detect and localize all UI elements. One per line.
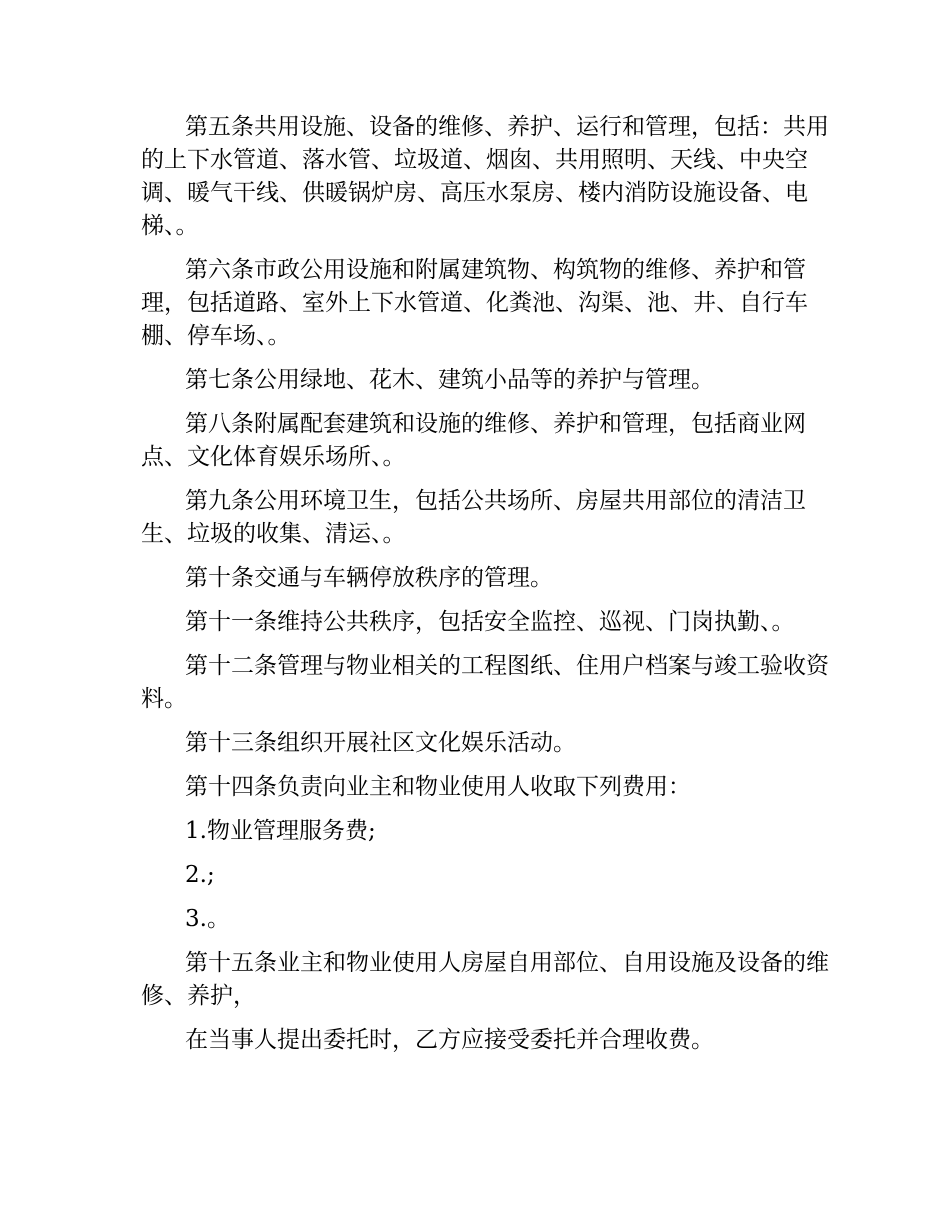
commission-paragraph: 在当事人提出委托时，乙方应接受委托并合理收费。	[185, 1027, 714, 1053]
fee-item-2: 2.;	[185, 862, 215, 888]
article-15-paragraph: 第十五条业主和物业使用人房屋自用部位、自用设施及设备的维修、养护，	[141, 950, 829, 1009]
article-13-paragraph: 第十三条组织开展社区文化娱乐活动。	[185, 730, 576, 756]
article-8-paragraph: 第八条附属配套建筑和设施的维修、养护和管理，包括商业网点、文化体育娱乐场所、。	[141, 411, 806, 470]
article-9-paragraph: 第九条公用环境卫生，包括公共场所、房屋共用部位的清洁卫生、垃圾的收集、清运、。	[141, 488, 806, 547]
article-12-paragraph: 第十二条管理与物业相关的工程图纸、住用户档案与竣工验收资料。	[141, 653, 829, 712]
article-7-paragraph: 第七条公用绿地、花木、建筑小品等的养护与管理。	[185, 367, 714, 393]
article-6-paragraph: 第六条市政公用设施和附属建筑物、构筑物的维修、养护和管理，包括道路、室外上下水管道、化粪池、沟渠、池、井、自行车棚、停车场、。	[141, 257, 808, 349]
article-10-paragraph: 第十条交通与车辆停放秩序的管理。	[185, 565, 553, 591]
article-5-paragraph: 第五条共用设施、设备的维修、养护、运行和管理，包括：共用的上下水管道、落水管、垃圾道、烟囱、共用照明、天线、中央空调、暖气干线、供暖锅炉房、高压水泵房、楼内消防设施设备、电梯、。	[141, 114, 829, 239]
fee-item-1: 1.物业管理服务费;	[185, 818, 376, 844]
document-body	[141, 111, 841, 1068]
fee-item-3: 3.。	[185, 906, 230, 932]
article-11-paragraph: 第十一条维持公共秩序，包括安全监控、巡视、门岗执勤、。	[185, 609, 795, 635]
article-14-paragraph: 第十四条负责向业主和物业使用人收取下列费用：	[185, 774, 691, 800]
